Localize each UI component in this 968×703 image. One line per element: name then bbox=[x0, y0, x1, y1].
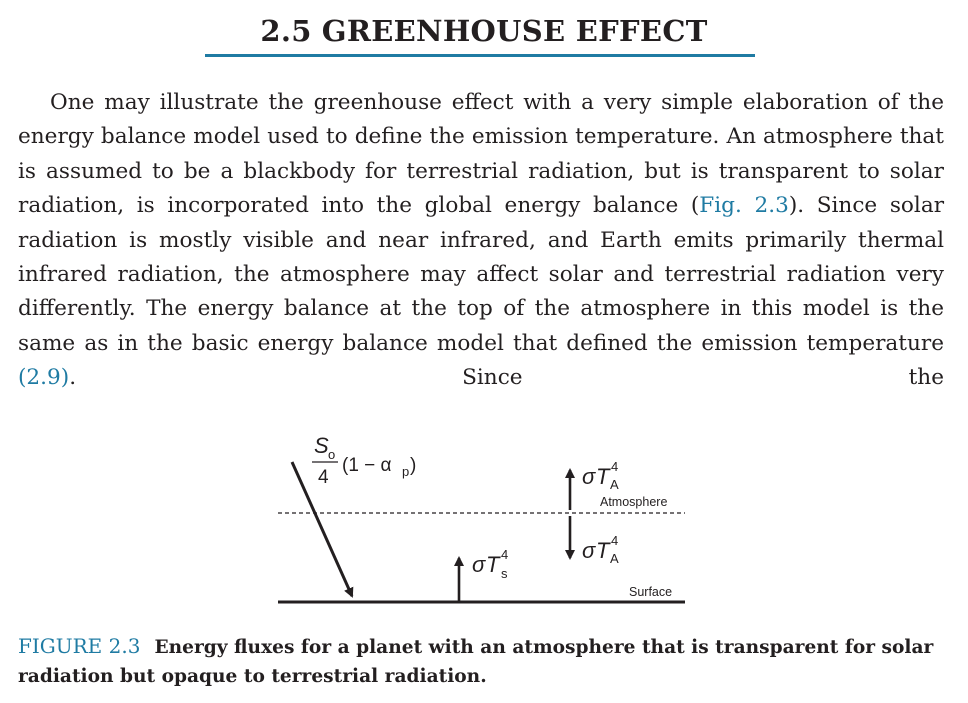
albedo-factor-close: ) bbox=[410, 455, 417, 476]
figure-2-3 bbox=[260, 428, 700, 608]
figure-reference-link[interactable]: Fig. 2.3 bbox=[699, 193, 789, 219]
albedo-sub: p bbox=[402, 464, 410, 479]
atmosphere-subscript: A bbox=[610, 477, 619, 492]
equation-reference-link[interactable]: (2.9) bbox=[18, 365, 70, 391]
section-number: 2.5 bbox=[260, 14, 312, 48]
paragraph-text-2: ). Since solar radiation is mostly visible and near infrared, and Earth emits primarily thermal infrared radiation, the atmosphere may affect solar and terrestrial radiation very differently. The energy balance at the top of the atmosphere in this model is the same as in the basic energy balance model that defined the emission temperature bbox=[18, 193, 945, 356]
albedo-factor-open: (1 − α bbox=[342, 455, 392, 476]
figure-caption bbox=[18, 632, 958, 691]
exponent: 4 bbox=[611, 459, 619, 474]
surface-label: Surface bbox=[629, 585, 673, 599]
temperature-symbol: T bbox=[596, 464, 610, 489]
temperature-symbol: T bbox=[486, 552, 500, 577]
atmosphere-subscript: A bbox=[610, 551, 619, 566]
paragraph-text-3: . Since the bbox=[69, 365, 944, 391]
surface-emission-label bbox=[472, 547, 508, 581]
solar-numerator: S bbox=[314, 433, 329, 458]
sigma-symbol: σ bbox=[582, 464, 596, 489]
heading-rule bbox=[205, 54, 755, 57]
atmosphere-upward-label bbox=[582, 459, 619, 492]
solar-numerator-sub: o bbox=[328, 447, 336, 462]
atmosphere-downward-label bbox=[582, 533, 619, 566]
section-title: GREENHOUSE EFFECT bbox=[321, 14, 708, 48]
surface-subscript: s bbox=[501, 566, 508, 581]
atmosphere-label: Atmosphere bbox=[600, 495, 668, 509]
exponent: 4 bbox=[501, 547, 509, 562]
exponent: 4 bbox=[611, 533, 619, 548]
body-paragraph bbox=[18, 86, 944, 396]
solar-flux-label bbox=[312, 433, 416, 488]
energy-flux-diagram bbox=[260, 428, 700, 608]
sigma-symbol: σ bbox=[472, 552, 486, 577]
caption-text: Energy fluxes for a planet with an atmosphere that is transparent for solar radiation but opaque to terrestrial radiation. bbox=[18, 637, 934, 687]
section-heading bbox=[0, 14, 968, 48]
temperature-symbol: T bbox=[596, 538, 610, 563]
figure-label: FIGURE 2.3 bbox=[18, 634, 141, 658]
solar-denominator: 4 bbox=[318, 467, 329, 488]
sigma-symbol: σ bbox=[582, 538, 596, 563]
paragraph-text-1: One may illustrate the greenhouse effect with a very simple elaboration of the energy balance model used to define the emission temperature. An atmosphere that is assumed to be a blackbody for terrestrial radiation, but is transparent to solar radiation, is incorporated into the global energy balance ( bbox=[18, 90, 944, 219]
